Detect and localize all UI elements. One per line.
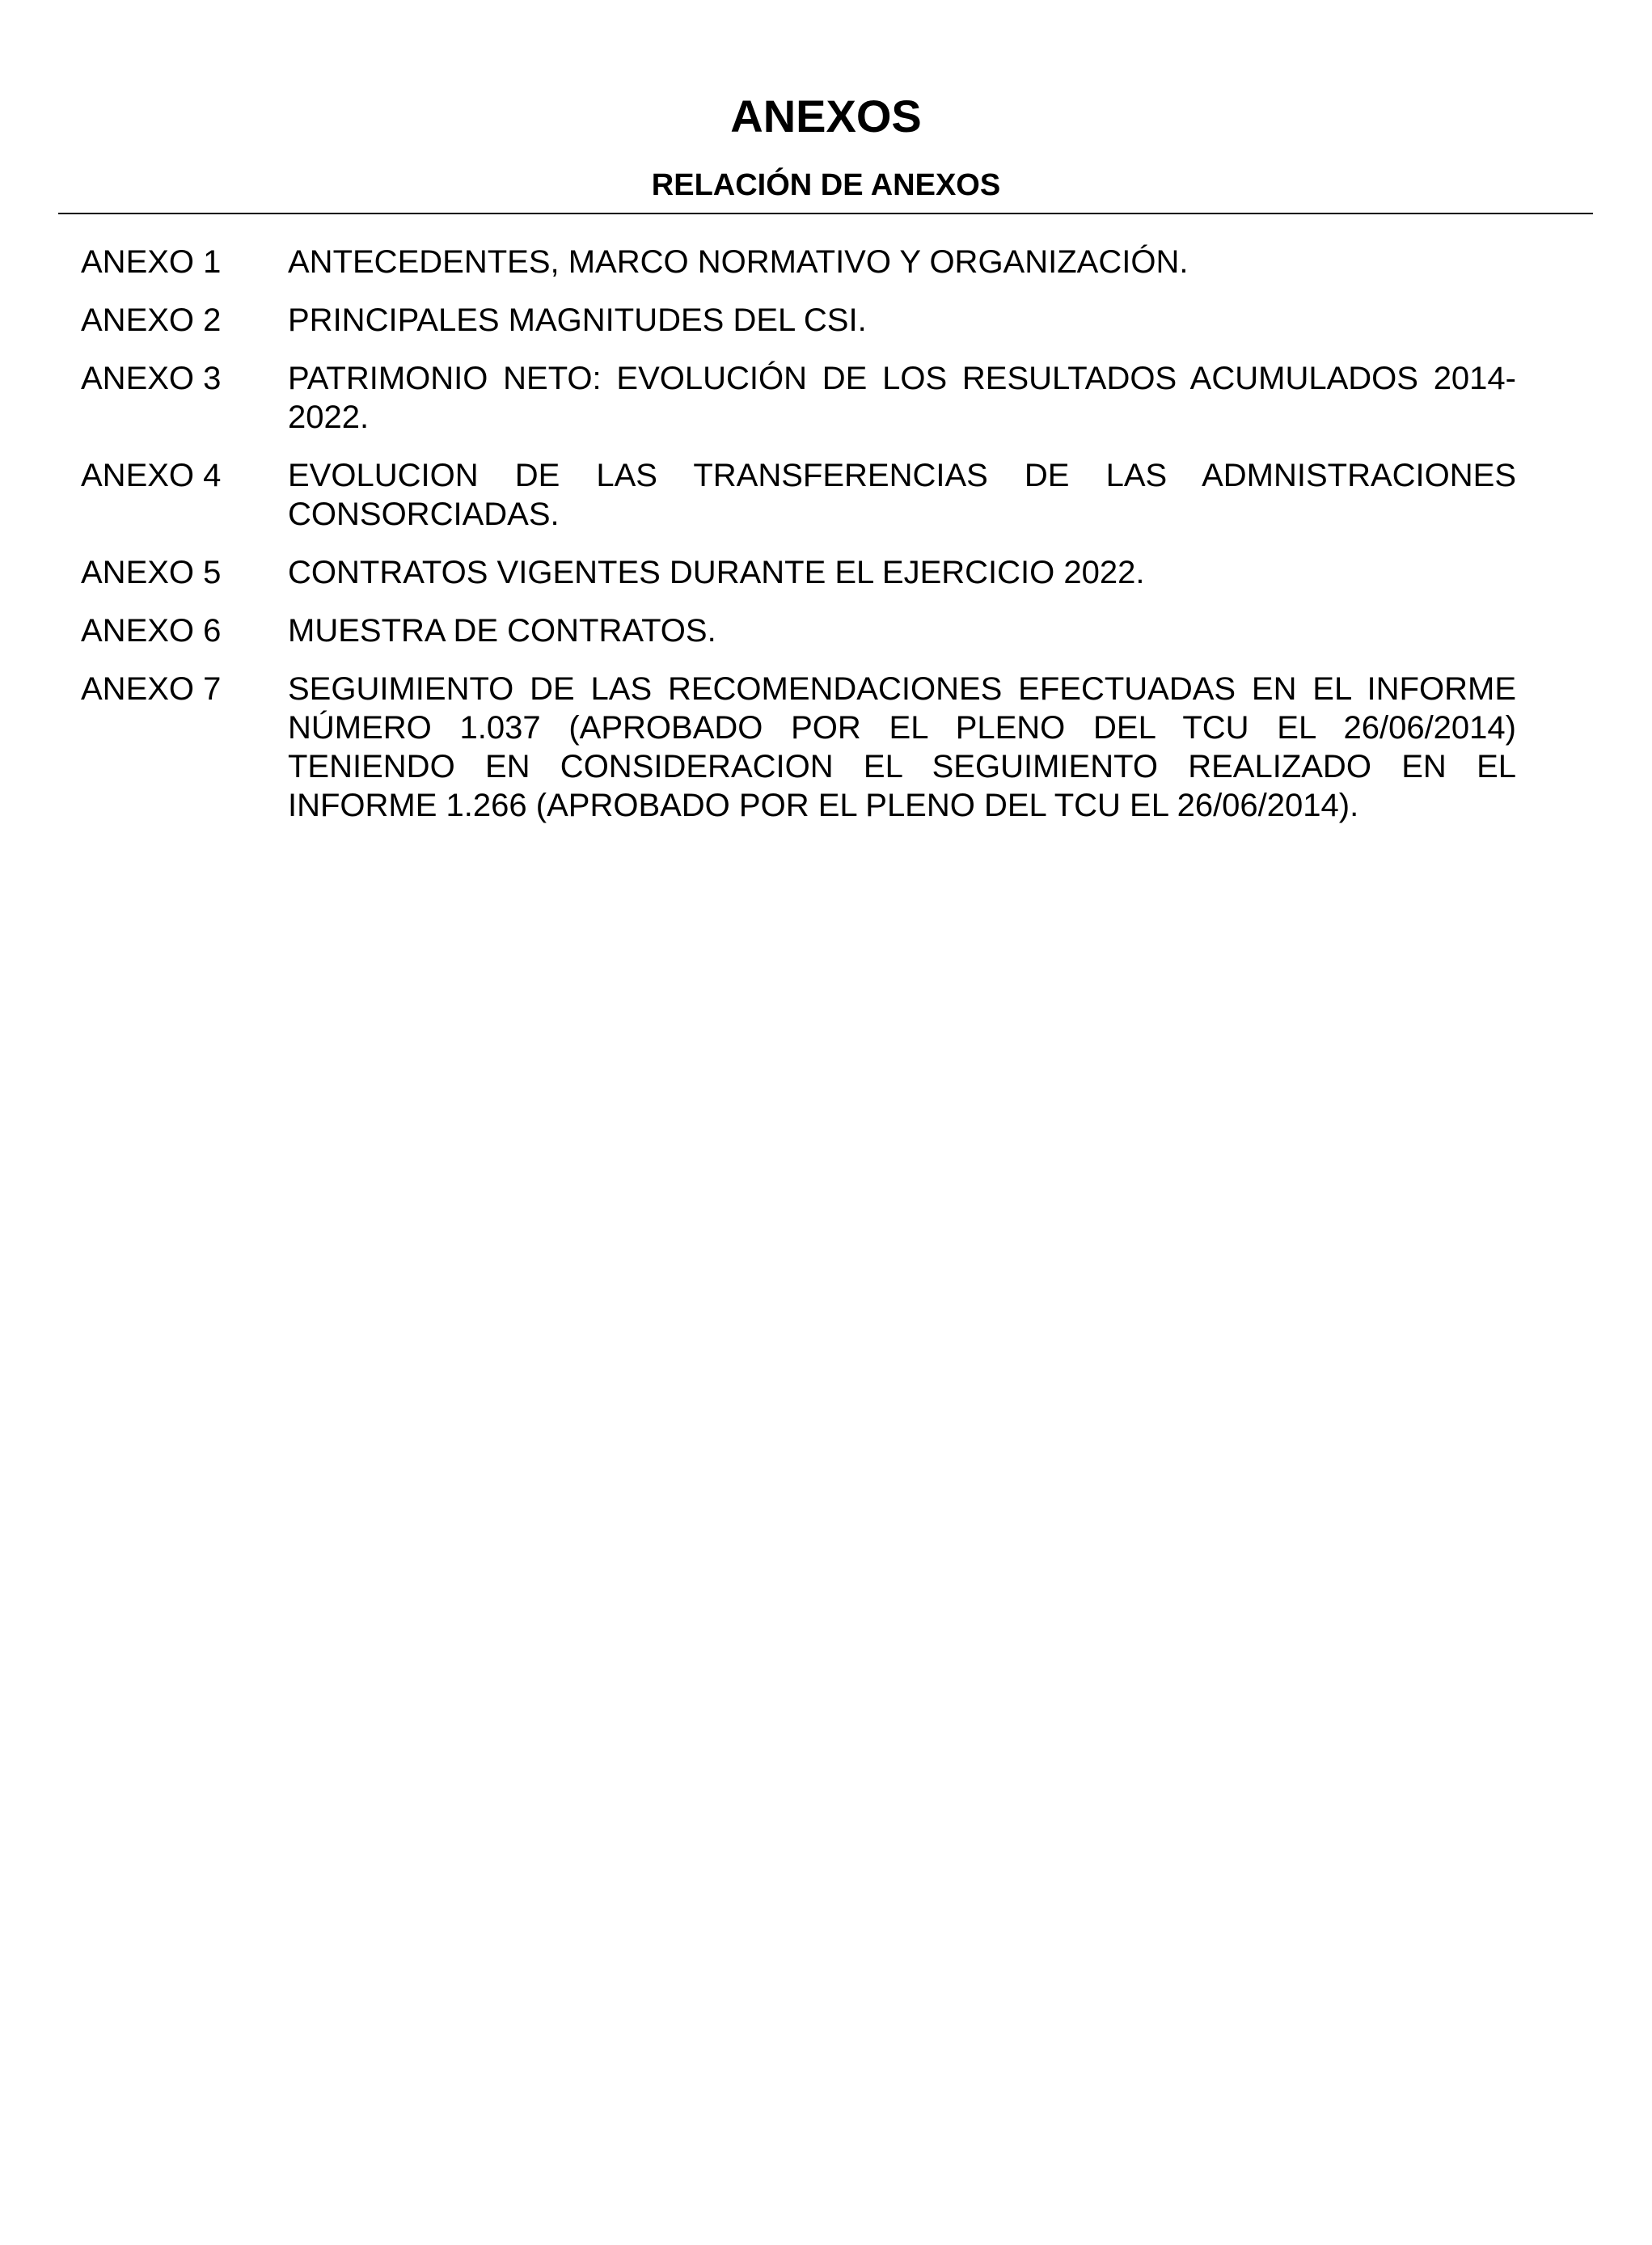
- annex-item-7: [81, 670, 1516, 825]
- annex-description: MUESTRA DE CONTRATOS.: [288, 613, 716, 649]
- annex-label: ANEXO 5: [81, 555, 222, 590]
- annex-description: EVOLUCION DE LAS TRANSFERENCIAS DE LAS ADMNISTRACIONES CONSORCIADAS.: [288, 458, 1516, 532]
- annex-label: ANEXO 4: [81, 458, 222, 493]
- annex-description: ANTECEDENTES, MARCO NORMATIVO Y ORGANIZACIÓN.: [288, 244, 1189, 280]
- page-title: ANEXOS: [730, 91, 922, 142]
- annex-label: ANEXO 6: [81, 613, 222, 649]
- annex-label: ANEXO 7: [81, 671, 222, 707]
- annex-item-6: [81, 611, 1516, 650]
- annex-description: CONTRATOS VIGENTES DURANTE EL EJERCICIO 2022.: [288, 555, 1145, 590]
- page-subtitle: RELACIÓN DE ANEXOS: [651, 168, 1001, 202]
- annex-item-5: [81, 553, 1516, 592]
- annex-label: ANEXO 2: [81, 302, 222, 338]
- annex-label: ANEXO 3: [81, 361, 222, 396]
- annex-label: ANEXO 1: [81, 244, 222, 280]
- annex-item-4: [81, 456, 1516, 534]
- annex-list: [81, 243, 1516, 844]
- annex-description: PRINCIPALES MAGNITUDES DEL CSI.: [288, 302, 867, 338]
- header-divider: [58, 213, 1593, 214]
- annex-description: PATRIMONIO NETO: EVOLUCIÓN DE LOS RESULTADOS ACUMULADOS 2014-2022.: [288, 361, 1516, 435]
- annex-item-3: [81, 359, 1516, 437]
- annex-item-1: [81, 243, 1516, 281]
- annex-description: SEGUIMIENTO DE LAS RECOMENDACIONES EFECTUADAS EN EL INFORME NÚMERO 1.037 (APROBADO POR EL PLENO DEL TCU EL 26/06/2014) TENIENDO EN CONSIDERACION EL SEGUIMIENTO REALIZADO EN EL INFORME 1.266 (APROBADO POR EL PLENO DEL TCU EL 26/06/2014).: [288, 671, 1516, 823]
- annex-item-2: [81, 301, 1516, 340]
